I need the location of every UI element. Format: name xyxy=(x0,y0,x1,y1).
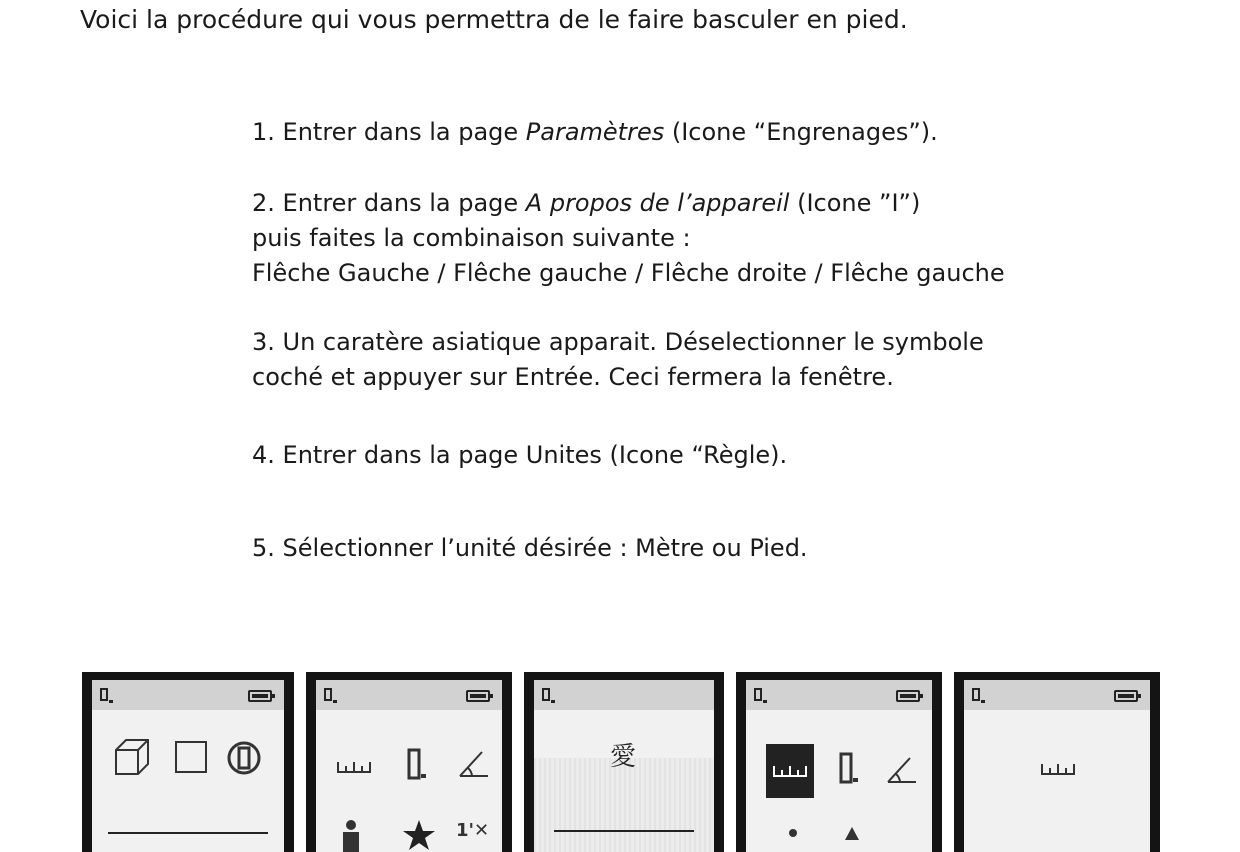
step-2-line-2: puis faites la combinaison suivante : xyxy=(252,224,691,252)
device-screenshot-units xyxy=(954,672,1160,852)
step-5: 5. Sélectionner l’unité désirée : Mètre ou Pied. xyxy=(252,534,808,562)
device-screenshot-asian-character xyxy=(524,672,724,852)
device-icon xyxy=(226,738,262,778)
star-icon xyxy=(844,826,860,840)
step-2-line-1: 2. Entrer dans la page A propos de l’appareil (Icone ”I”) xyxy=(252,189,921,217)
star-icon xyxy=(402,818,436,852)
intro-text: Voici la procédure qui vous permettra de le faire basculer en pied. xyxy=(80,5,908,34)
step-4: 4. Entrer dans la page Unites (Icone “Règle). xyxy=(252,441,788,469)
person-icon xyxy=(786,828,800,840)
asian-character-icon: 愛 xyxy=(610,742,637,772)
timer-icon: 1'✕ xyxy=(456,820,490,841)
ruler-icon xyxy=(336,758,372,774)
step-3-line-1: 3. Un caratère asiatique apparait. Déselectionner le symbole xyxy=(252,328,984,356)
device-icon xyxy=(838,752,860,786)
step-1: 1. Entrer dans la page Paramètres (Icone “Engrenages”). xyxy=(252,118,938,146)
cube-icon xyxy=(114,738,150,776)
device-screenshot-menu xyxy=(82,672,294,852)
angle-icon xyxy=(884,754,918,784)
ruler-icon-selected xyxy=(766,744,814,798)
person-icon xyxy=(338,818,364,852)
device-screenshot-settings xyxy=(306,672,512,852)
step-3-line-2: coché et appuyer sur Entrée. Ceci fermera la fenêtre. xyxy=(252,363,894,391)
square-icon xyxy=(174,740,208,774)
step-2-line-3: Flêche Gauche / Flêche gauche / Flêche droite / Flêche gauche xyxy=(252,259,1005,287)
ruler-icon xyxy=(1040,760,1076,776)
ruler-icon xyxy=(766,744,814,798)
device-icon xyxy=(406,748,428,782)
angle-icon xyxy=(456,748,490,778)
device-screenshot-ruler-selected xyxy=(736,672,942,852)
